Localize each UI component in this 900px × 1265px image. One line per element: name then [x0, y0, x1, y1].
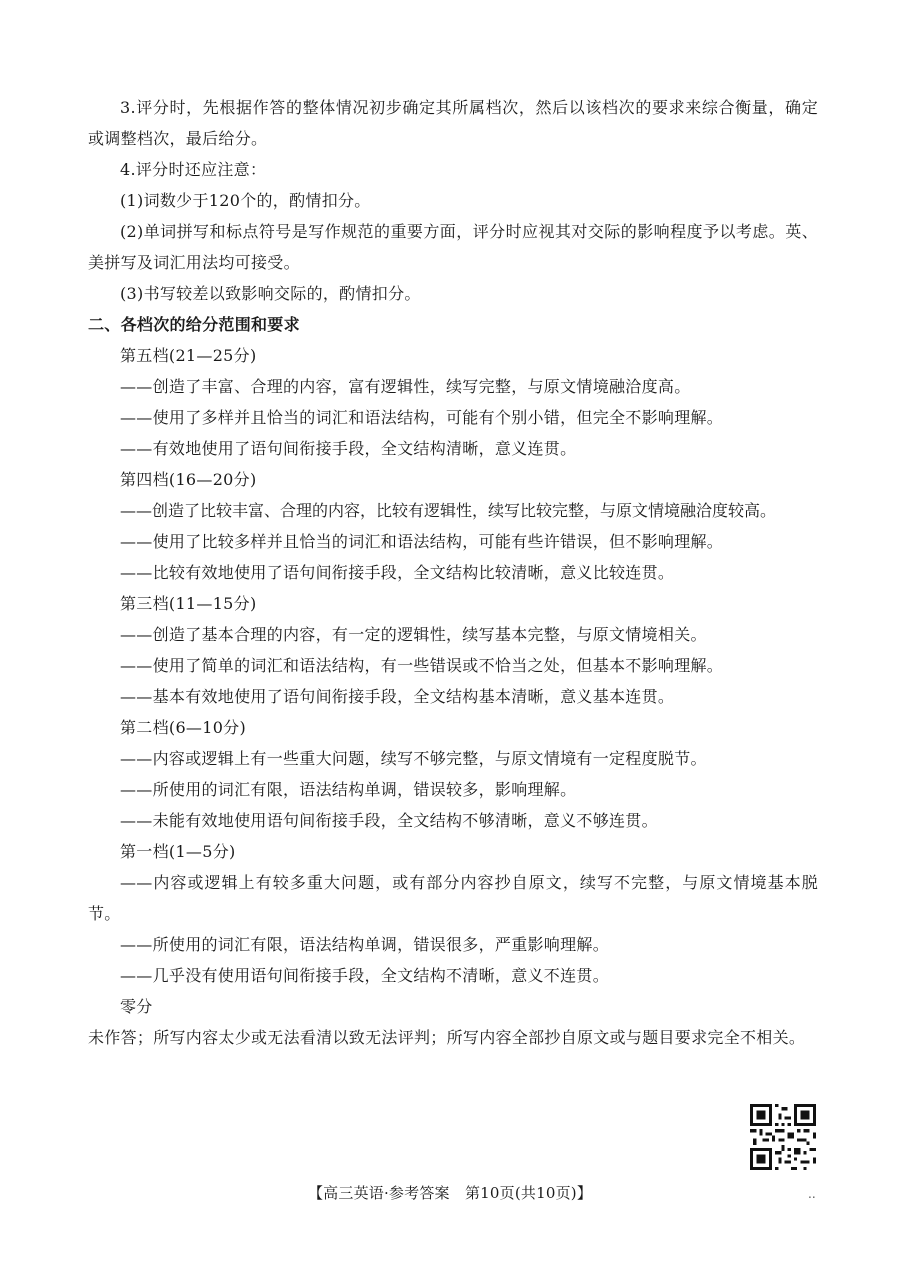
tier-5-line-1: ——创造了丰富、合理的内容，富有逻辑性，续写完整，与原文情境融洽度高。 — [120, 377, 691, 396]
tier-3-line-2: ——使用了简单的词汇和语法结构，有一些错误或不恰当之处，但基本不影响理解。 — [120, 656, 724, 675]
corner-mark: .. — [808, 1187, 816, 1201]
note-item-4: 4.评分时还应注意： — [120, 160, 267, 179]
qr-code-icon — [750, 1104, 816, 1170]
tier-4-line-1: ——创造了比较丰富、合理的内容，比较有逻辑性，续写比较完整，与原文情境融洽度较高。 — [120, 501, 777, 520]
tier-3-line-3: ——基本有效地使用了语句间衔接手段，全文结构基本清晰，意义基本连贯。 — [120, 687, 675, 706]
footer-page-info: 【高三英语·参考答案 第10页(共10页)】 — [307, 1184, 593, 1202]
tier-5-title: 第五档(21—25分) — [120, 346, 257, 365]
tier-2-title: 第二档(6—10分) — [120, 718, 247, 737]
tier-4-title: 第四档(16—20分) — [120, 470, 257, 489]
note-item-4-2: (2)单词拼写和标点符号是写作规范的重要方面，评分时应视其对交际的影响程度予以考虑。英、美拼写及词汇用法均可接受。 — [88, 222, 818, 272]
tier-2-line-2: ——所使用的词汇有限，语法结构单调，错误较多，影响理解。 — [120, 780, 577, 799]
page-footer — [0, 1183, 900, 1203]
zero-score-title: 零分 — [120, 997, 153, 1016]
tier-3-title: 第三档(11—15分) — [120, 594, 257, 613]
tier-2-line-1: ——内容或逻辑上有一些重大问题，续写不够完整，与原文情境有一定程度脱节。 — [120, 749, 707, 768]
tier-4-line-3: ——比较有效地使用了语句间衔接手段，全文结构比较清晰，意义比较连贯。 — [120, 563, 675, 582]
section-2-title: 二、各档次的给分范围和要求 — [88, 315, 300, 334]
tier-3-line-1: ——创造了基本合理的内容，有一定的逻辑性，续写基本完整，与原文情境相关。 — [120, 625, 707, 644]
zero-score-text: 未作答；所写内容太少或无法看清以致无法评判；所写内容全部抄自原文或与题目要求完全不相关。 — [88, 1028, 806, 1047]
tier-2-line-3: ——未能有效地使用语句间衔接手段，全文结构不够清晰，意义不够连贯。 — [120, 811, 658, 830]
note-item-3: 3.评分时，先根据作答的整体情况初步确定其所属档次，然后以该档次的要求来综合衡量，确定或调整档次，最后给分。 — [88, 98, 818, 148]
tier-1-line-3: ——几乎没有使用语句间衔接手段，全文结构不清晰，意义不连贯。 — [120, 966, 610, 985]
note-item-4-3: (3)书写较差以致影响交际的，酌情扣分。 — [120, 284, 421, 303]
tier-1-line-1: ——内容或逻辑上有较多重大问题，或有部分内容抄自原文，续写不完整，与原文情境基本脱节。 — [88, 873, 818, 923]
tier-4-line-2: ——使用了比较多样并且恰当的词汇和语法结构，可能有些许错误，但不影响理解。 — [120, 532, 724, 551]
note-item-4-1: (1)词数少于120个的，酌情扣分。 — [120, 191, 371, 210]
tier-5-line-2: ——使用了多样并且恰当的词汇和语法结构，可能有个别小错，但完全不影响理解。 — [120, 408, 724, 427]
tier-1-line-2: ——所使用的词汇有限，语法结构单调，错误很多，严重影响理解。 — [120, 935, 610, 954]
tier-1-title: 第一档(1—5分) — [120, 842, 236, 861]
tier-5-line-3: ——有效地使用了语句间衔接手段，全文结构清晰，意义连贯。 — [120, 439, 577, 458]
scoring-guidelines — [88, 92, 818, 1053]
